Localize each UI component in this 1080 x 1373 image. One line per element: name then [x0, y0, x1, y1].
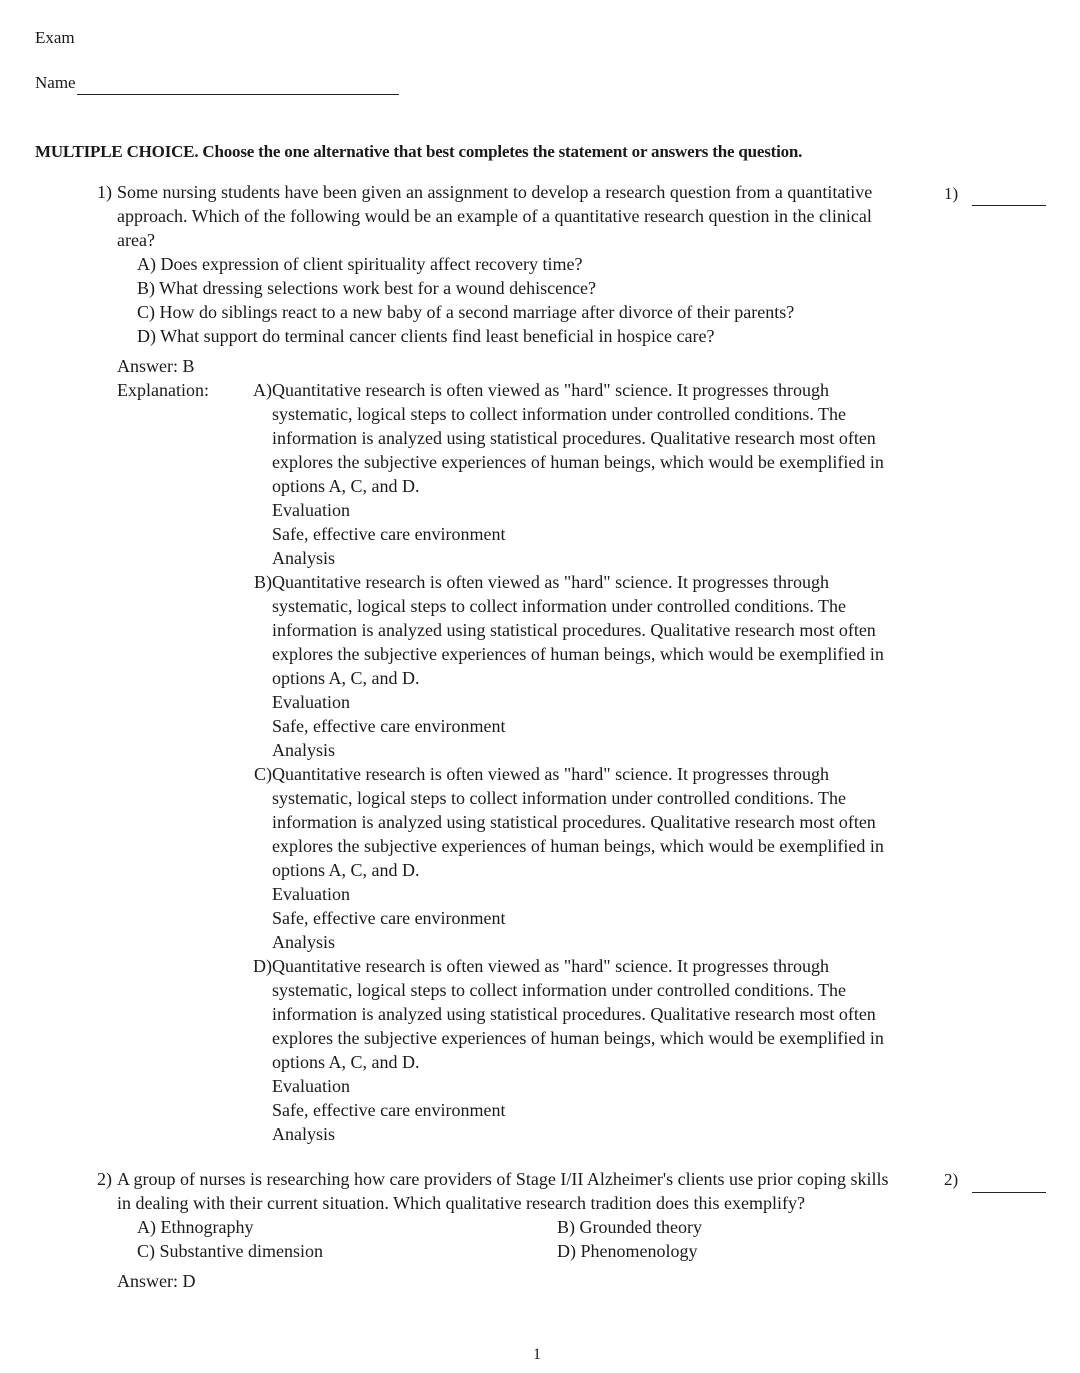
explanation-c [247, 762, 912, 954]
question-1-answer: Answer: B [117, 356, 195, 376]
question-1-answer-block [117, 354, 927, 1146]
question-2-answer-block [117, 1269, 927, 1293]
explanation-d-text: Quantitative research is often viewed as "hard" science. It progresses through systematic, logical steps to collect information under controlled conditions. The information is analyzed using statistical procedures. Qualitative research most often explores the subjective experiences of human beings, which would be exemplified in options A, C, and D. [272, 956, 884, 1072]
question-1-answer-number: 1) [944, 184, 959, 203]
question-1-options [137, 252, 927, 348]
question-1-option-d: D) What support do terminal cancer clients find least beneficial in hospice care? [137, 326, 715, 346]
explanation-b-tag-3: Analysis [272, 740, 335, 760]
page-number: 1 [533, 1346, 541, 1363]
explanation-a-tag-1: Evaluation [272, 500, 350, 520]
exam-title: Exam [35, 28, 75, 47]
question-2 [97, 1167, 927, 1293]
explanation-c-text: Quantitative research is often viewed as "hard" science. It progresses through systematic, logical steps to collect information under controlled conditions. The information is analyzed using statistical procedures. Qualitative research most often explores the subjective experiences of human beings, which would be exemplified in options A, C, and D. [272, 764, 884, 880]
explanation-a-tag-2: Safe, effective care environment [272, 524, 506, 544]
explanation-b-letter: B) [254, 572, 272, 592]
question-1-explanation [117, 378, 927, 1146]
question-2-option-a: A) Ethnography [137, 1217, 254, 1237]
explanation-c-body [272, 762, 912, 954]
explanation-c-letter: C) [254, 764, 272, 784]
explanation-a-body [272, 378, 912, 570]
explanation-c-tag-3: Analysis [272, 932, 335, 952]
question-2-answer-number: 2) [944, 1170, 959, 1189]
question-1-number: 1) [97, 182, 112, 202]
question-2-stem-row [97, 1167, 927, 1215]
question-2-options [137, 1215, 927, 1263]
question-2-option-b: B) Grounded theory [557, 1217, 702, 1237]
explanation-list [247, 378, 912, 1146]
question-1-answer-blank[interactable] [972, 183, 1046, 206]
explanation-a-letter: A) [253, 380, 272, 400]
question-2-number: 2) [97, 1169, 112, 1189]
explanation-b [247, 570, 912, 762]
question-2-answer: Answer: D [117, 1271, 196, 1291]
explanation-b-text: Quantitative research is often viewed as "hard" science. It progresses through systematic, logical steps to collect information under controlled conditions. The information is analyzed using statistical procedures. Qualitative research most often explores the subjective experiences of human beings, which would be exemplified in options A, C, and D. [272, 572, 884, 688]
explanation-c-tag-2: Safe, effective care environment [272, 908, 506, 928]
question-1-option-b: B) What dressing selections work best for a wound dehiscence? [137, 278, 597, 298]
question-1-stem: Some nursing students have been given an assignment to develop a research question from a quantitative approach. Which of the following would be an example of a quantitative research question in the clinical area? [117, 182, 873, 250]
explanation-b-tag-1: Evaluation [272, 692, 350, 712]
question-2-option-d: D) Phenomenology [557, 1241, 698, 1261]
question-1-option-a: A) Does expression of client spirituality affect recovery time? [137, 254, 583, 274]
explanation-d-tag-2: Safe, effective care environment [272, 1100, 506, 1120]
question-2-stem: A group of nurses is researching how care providers of Stage I/II Alzheimer's clients use prior coping skills in dealing with their current situation. Which qualitative research tradition does this exemplify? [117, 1169, 889, 1213]
explanation-d-body [272, 954, 912, 1146]
question-2-option-c: C) Substantive dimension [137, 1241, 323, 1261]
name-label: Name [35, 73, 76, 92]
explanation-b-tag-2: Safe, effective care environment [272, 716, 506, 736]
question-2-answer-blank[interactable] [972, 1170, 1046, 1193]
explanation-label: Explanation: [117, 380, 209, 400]
question-1-stem-row [97, 180, 927, 252]
explanation-a-text: Quantitative research is often viewed as "hard" science. It progresses through systematic, logical steps to collect information under controlled conditions. The information is analyzed using statistical procedures. Qualitative research most often explores the subjective experiences of human beings, which would be exemplified in options A, C, and D. [272, 380, 884, 496]
instructions: MULTIPLE CHOICE. Choose the one alternative that best completes the statement or answers the question. [35, 142, 803, 161]
explanation-c-tag-1: Evaluation [272, 884, 350, 904]
name-blank-line [77, 76, 399, 95]
explanation-a [247, 378, 912, 570]
explanation-d-letter: D) [253, 956, 272, 976]
name-row [35, 71, 399, 95]
question-1-option-c: C) How do siblings react to a new baby of a second marriage after divorce of their parents? [137, 302, 795, 322]
explanation-a-tag-3: Analysis [272, 548, 335, 568]
explanation-d-tag-3: Analysis [272, 1124, 335, 1144]
explanation-b-body [272, 570, 912, 762]
explanation-d-tag-1: Evaluation [272, 1076, 350, 1096]
explanation-d [247, 954, 912, 1146]
question-1 [97, 180, 927, 1146]
